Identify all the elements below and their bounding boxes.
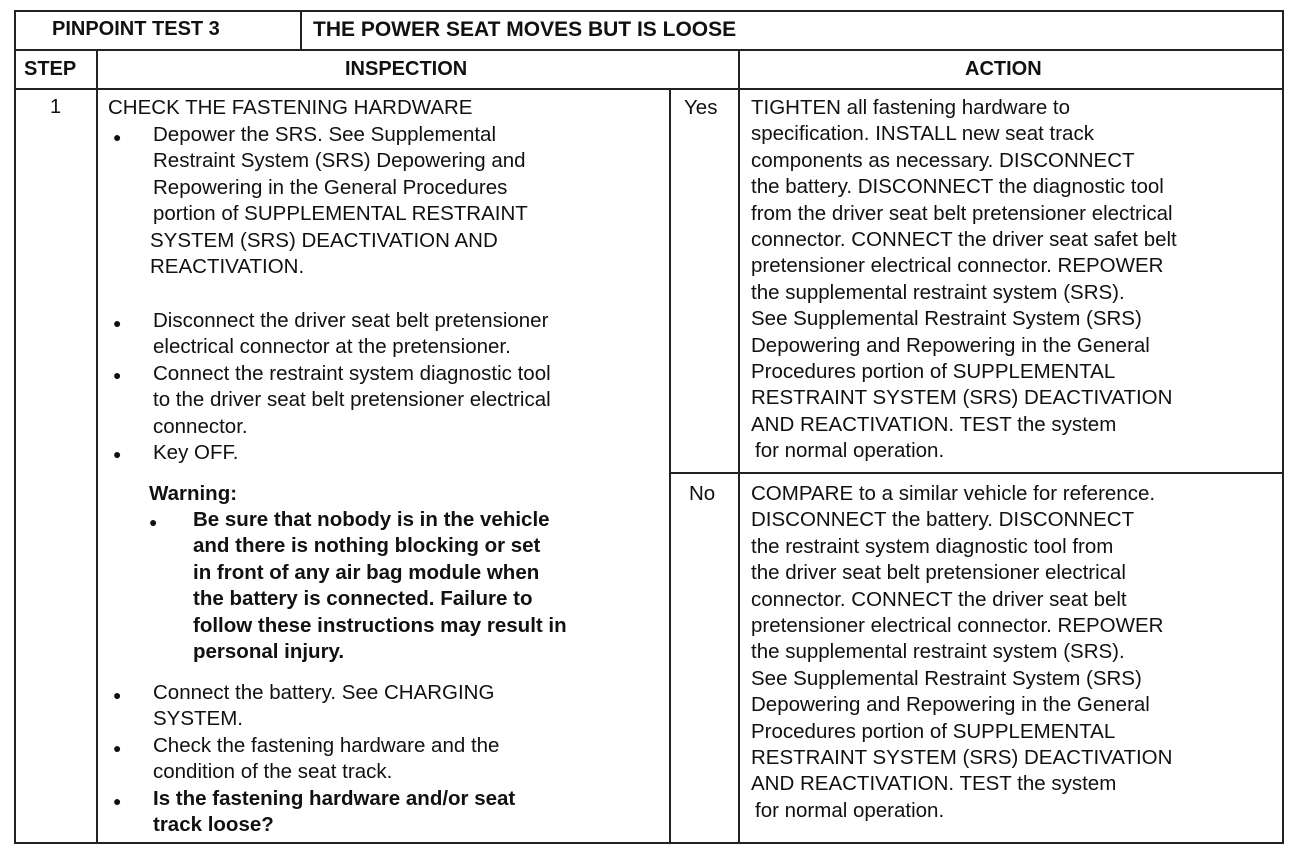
warning-label: Warning:	[149, 482, 238, 505]
step-number: 1	[50, 96, 62, 118]
bullet-icon: ●	[113, 446, 122, 462]
test-title: THE POWER SEAT MOVES BUT IS LOOSE	[313, 18, 737, 41]
action-no-text: COMPARE to a similar vehicle for reference. DISCONNECT the battery. DISCONNECT the restraint system diagnostic tool from the driver seat belt pretensioner electrical connector. CONNECT the driver seat belt pretensioner electrical connector. REPOWER the supplemental restraint system (SRS). See Supplemental Restraint System (SRS) Depowering and Repowering in the General Procedures portion of SUPPLEMENTAL RESTRAINT SYSTEM (SRS) DEACTIVATION AND REACTIVATION. TEST the system for normal operation.	[751, 482, 1173, 822]
column-action: ACTION	[965, 58, 1042, 80]
inspection-bullet-1: Depower the SRS. See Supplemental Restraint System (SRS) Depowering and Repowering in the General Procedures portion of SUPPLEMENTAL RESTRAINT SYSTEM (SRS) DEACTIVATION AND REACTIVATION.	[150, 123, 528, 279]
header-divider	[14, 49, 1284, 51]
inspection-bullet-3: Connect the restraint system diagnostic tool to the driver seat belt pretensioner electrical connector.	[153, 362, 551, 438]
warning-text: Be sure that nobody is in the vehicle and there is nothing blocking or set in front of any air bag module when the battery is connected. Failure to follow these instructions may result in personal injury.	[193, 508, 567, 664]
inspection-action-divider	[738, 50, 740, 844]
column-inspection: INSPECTION	[345, 58, 468, 80]
test-id: PINPOINT TEST 3	[52, 18, 220, 40]
bullet-icon: ●	[113, 315, 122, 331]
answer-divider	[669, 472, 1284, 474]
column-header-divider	[14, 88, 1284, 90]
action-yes-text: TIGHTEN all fastening hardware to specification. INSTALL new seat track components as necessary. DISCONNECT the battery. DISCONNECT the diagnostic tool from the driver seat belt pretensioner electrical connector. CONNECT the driver seat safet belt pretensioner electrical connector. REPOWER the supplemental restraint system (SRS). See Supplemental Restraint System (SRS) Depowering and Repowering in the General Procedures portion of SUPPLEMENTAL RESTRAINT SYSTEM (SRS) DEACTIVATION AND REACTIVATION. TEST the system for normal operation.	[751, 96, 1177, 463]
title-divider	[300, 10, 302, 50]
inspection-bullet-4: Key OFF.	[153, 441, 239, 464]
inspection-heading: CHECK THE FASTENING HARDWARE	[108, 96, 473, 119]
bullet-icon: ●	[149, 514, 158, 530]
bullet-icon: ●	[113, 793, 122, 809]
bullet-icon: ●	[113, 740, 122, 756]
step-column-divider	[96, 50, 98, 844]
inspection-bullet-2: Disconnect the driver seat belt pretensioner electrical connector at the pretensioner.	[153, 309, 549, 359]
column-step: STEP	[24, 58, 77, 80]
inspection-bullet-5: Connect the battery. See CHARGING SYSTEM.	[153, 681, 495, 731]
answer-no: No	[689, 482, 716, 505]
answer-column-divider	[669, 90, 671, 844]
answer-yes: Yes	[684, 96, 718, 119]
inspection-bullet-6: Check the fastening hardware and the condition of the seat track.	[153, 734, 500, 784]
bullet-icon: ●	[113, 687, 122, 703]
inspection-question: Is the fastening hardware and/or seat track loose?	[153, 787, 516, 837]
bullet-icon: ●	[113, 367, 122, 383]
bullet-icon: ●	[113, 129, 122, 145]
